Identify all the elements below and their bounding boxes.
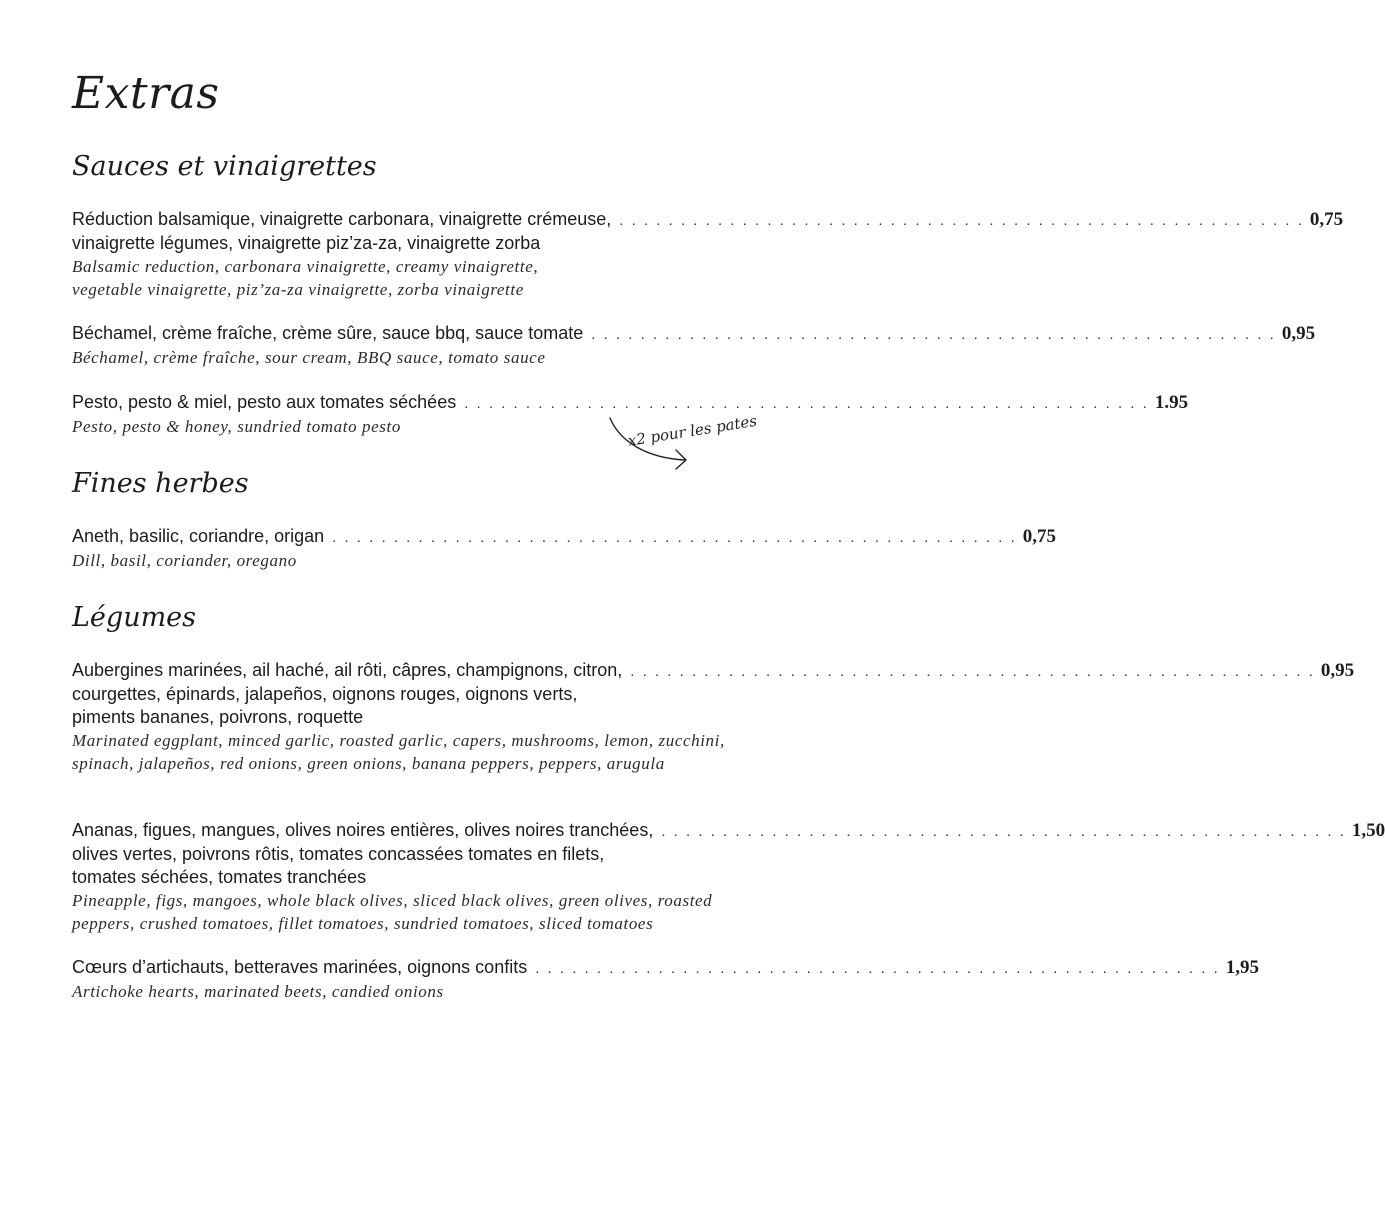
item-name-en: Marinated eggplant, minced garlic, roasted garlic, capers, mushrooms, lemon, zucchini, — [72, 731, 725, 750]
dot-leader: . . . . . . . . . . . . . . . . . . . . . . . . . . . . . . . . . . . . . . . . . . . . . . . . . . . . . . . . — [661, 823, 1346, 840]
handwritten-note: x2 pour les pates — [626, 411, 759, 450]
item-name-fr: tomates séchées, tomates tranchées — [72, 867, 367, 887]
item-price: 0,95 — [1320, 660, 1355, 681]
menu-item — [72, 208, 1344, 301]
page-title: Extras — [72, 68, 220, 119]
item-name-en: Béchamel, crème fraîche, sour cream, BBQ sauce, tomato sauce — [72, 348, 546, 367]
menu-item — [72, 956, 1260, 1003]
item-name-fr: piments bananes, poivrons, roquette — [72, 707, 364, 727]
dot-leader: . . . . . . . . . . . . . . . . . . . . . . . . . . . . . . . . . . . . . . . . . . . . . . . . . . . . . . . . — [535, 960, 1220, 977]
menu-item — [72, 525, 1056, 572]
item-name-fr: vinaigrette légumes, vinaigrette piz’za-za, vinaigrette zorba — [72, 233, 541, 253]
section-title-fines-herbes: Fines herbes — [72, 468, 249, 499]
item-name-fr: Cœurs d’artichauts, betteraves marinées, oignons confits — [72, 957, 528, 977]
item-name-en: Artichoke hearts, marinated beets, candied onions — [72, 982, 444, 1001]
item-name-en: Balsamic reduction, carbonara vinaigrette, creamy vinaigrette, — [72, 257, 539, 276]
item-name-en: peppers, crushed tomatoes, fillet tomatoes, sundried tomatoes, sliced tomatoes — [72, 914, 654, 933]
item-name-fr: olives vertes, poivrons rôtis, tomates concassées tomates en filets, — [72, 844, 605, 864]
item-name-fr: Pesto, pesto & miel, pesto aux tomates séchées — [72, 392, 457, 412]
menu-item — [72, 819, 1385, 935]
item-price: 0,75 — [1022, 526, 1056, 547]
dot-leader: . . . . . . . . . . . . . . . . . . . . . . . . . . . . . . . . . . . . . . . . . . . . . . . . . . . . . . . . — [591, 326, 1276, 343]
dot-leader: . . . . . . . . . . . . . . . . . . . . . . . . . . . . . . . . . . . . . . . . . . . . . . . . . . . . . . . . — [619, 212, 1304, 229]
item-name-fr: Aubergines marinées, ail haché, ail rôti, câpres, champignons, citron, — [72, 660, 623, 680]
item-name-fr: Réduction balsamique, vinaigrette carbonara, vinaigrette crémeuse, — [72, 209, 612, 229]
item-price: 1.95 — [1154, 392, 1189, 413]
dot-leader: . . . . . . . . . . . . . . . . . . . . . . . . . . . . . . . . . . . . . . . . . . . . . . . . . . . . . . . . — [464, 395, 1149, 412]
item-price: 0,75 — [1309, 209, 1344, 230]
item-name-en: Pesto, pesto & honey, sundried tomato pesto — [72, 417, 401, 436]
item-name-en: Dill, basil, coriander, oregano — [72, 551, 297, 570]
menu-item — [72, 659, 1355, 775]
item-name-en: vegetable vinaigrette, piz’za-za vinaigrette, zorba vinaigrette — [72, 280, 524, 299]
dot-leader: . . . . . . . . . . . . . . . . . . . . . . . . . . . . . . . . . . . . . . . . . . . . . . . . . . . . . . . . — [630, 663, 1315, 680]
item-price: 0,95 — [1281, 323, 1316, 344]
section-title-legumes: Légumes — [72, 602, 197, 633]
menu-item — [72, 322, 1316, 369]
item-name-en: Pineapple, figs, mangoes, whole black olives, sliced black olives, green olives, roasted — [72, 891, 713, 910]
item-name-en: spinach, jalapeños, red onions, green onions, banana peppers, peppers, arugula — [72, 754, 665, 773]
item-name-fr: Ananas, figues, mangues, olives noires entières, olives noires tranchées, — [72, 820, 654, 840]
item-price: 1,95 — [1225, 957, 1260, 978]
section-title-sauces: Sauces et vinaigrettes — [72, 151, 377, 182]
dot-leader: . . . . . . . . . . . . . . . . . . . . . . . . . . . . . . . . . . . . . . . . . . . . . . . . . . . . . . . . — [332, 529, 1017, 546]
item-name-fr: Béchamel, crème fraîche, crème sûre, sauce bbq, sauce tomate — [72, 323, 584, 343]
item-name-fr: courgettes, épinards, jalapeños, oignons rouges, oignons verts, — [72, 684, 578, 704]
item-name-fr: Aneth, basilic, coriandre, origan — [72, 526, 325, 546]
item-price: 1,50 — [1351, 820, 1385, 841]
